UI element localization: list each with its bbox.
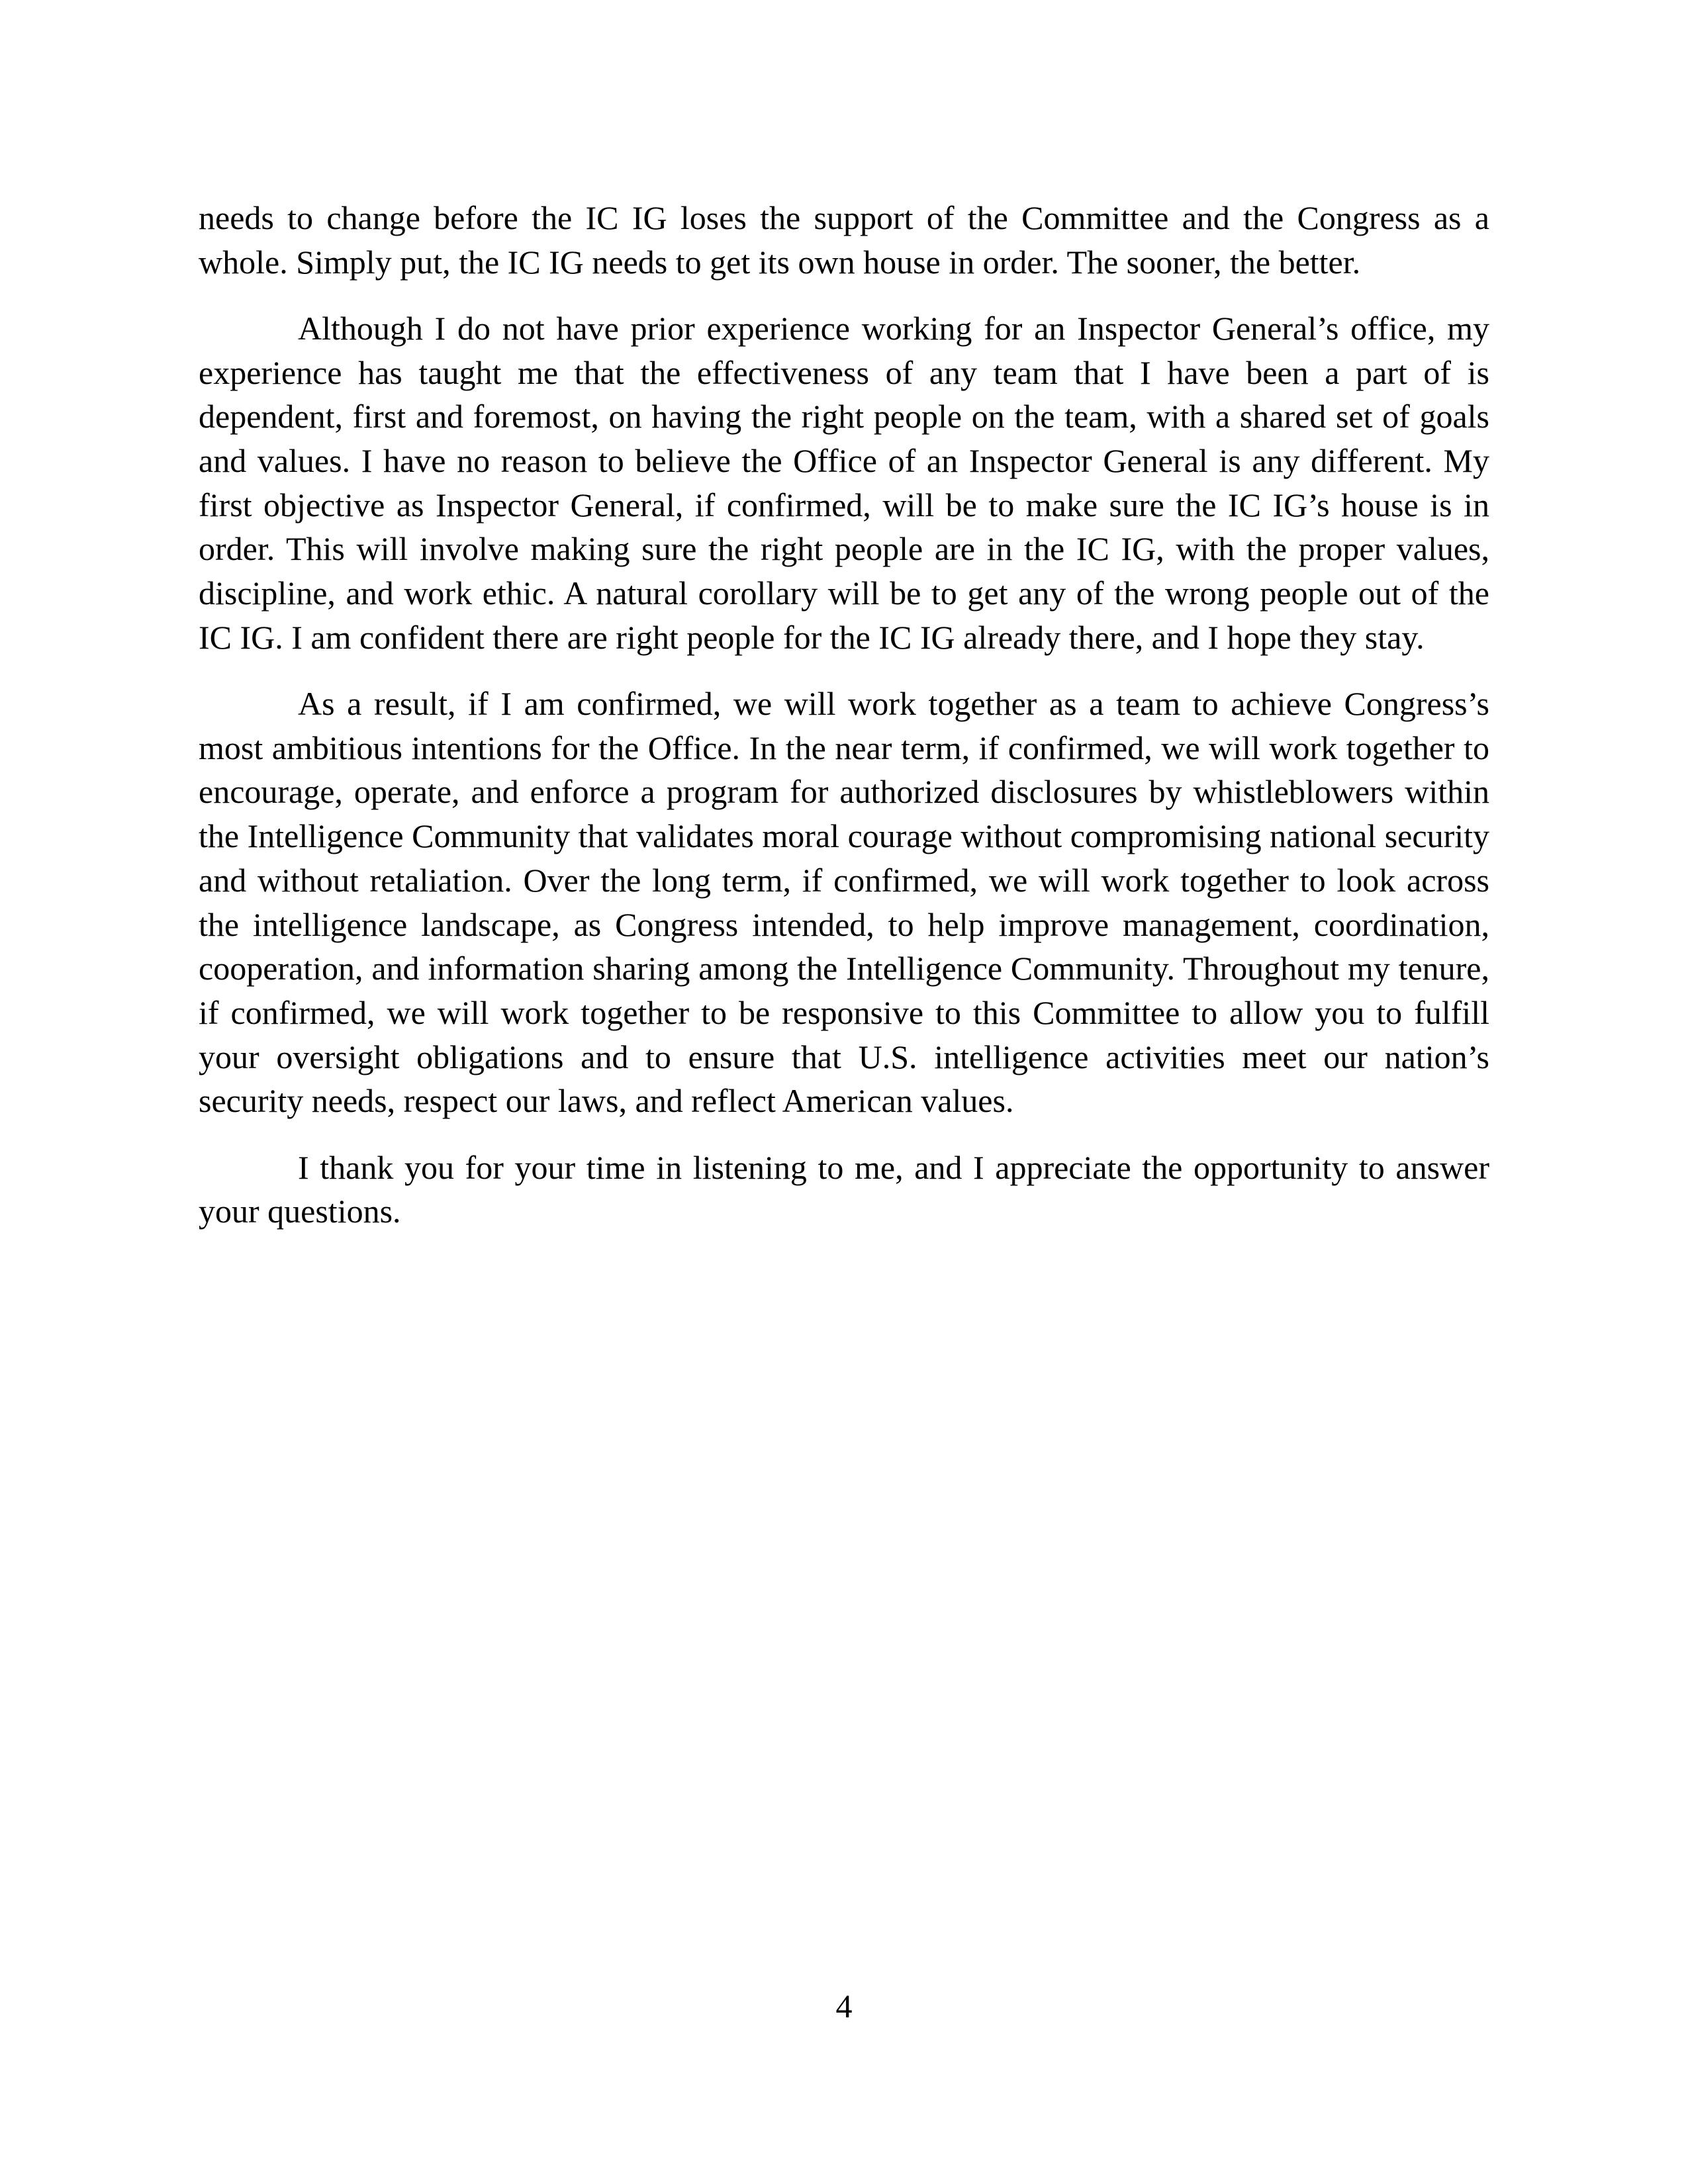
- paragraph-prior-experience: Although I do not have prior experience working for an Inspector General’s office, my experience has taught me that the effectiveness of any team that I have been a part of is dependent, first and foremost, on having the right people on the team, with a shared set of goals and values. I have no reason to believe the Office of an Inspector General is any different. My first objective as Inspector General, if confirmed, will be to make sure the IC IG’s house is in order. This will involve making sure the right people are in the IC IG, with the proper values, discipline, and work ethic. A natural corollary will be to get any of the wrong people out of the IC IG. I am confident there are right people for the IC IG already there, and I hope they stay.: [199, 309, 1489, 656]
- page-number: 4: [835, 1987, 853, 2025]
- paragraph-continuation: needs to change before the IC IG loses the support of the Committee and the Congress as a whole. Simply put, the IC IG needs to get its own house in order. The sooner, the better.: [199, 199, 1489, 281]
- paragraph-closing-thanks: I thank you for your time in listening to me, and I appreciate the opportunity to answer your questions.: [199, 1148, 1489, 1230]
- paragraph-goals-if-confirmed: As a result, if I am confirmed, we will work together as a team to achieve Congress’s most ambitious intentions for the Office. In the near term, if confirmed, we will work together to encourage, operate, and enforce a program for authorized disclosures by whistleblowers within the Intelligence Community that validates moral courage without compromising national security and without retaliation. Over the long term, if confirmed, we will work together to look across the intelligence landscape, as Congress intended, to help improve management, coordination, cooperation, and information sharing among the Intelligence Community. Throughout my tenure, if confirmed, we will work together to be responsive to this Committee to allow you to fulfill your oversight obligations and to ensure that U.S. intelligence activities meet our nation’s security needs, respect our laws, and reflect American values.: [199, 685, 1489, 1120]
- document-body: [199, 196, 1489, 1255]
